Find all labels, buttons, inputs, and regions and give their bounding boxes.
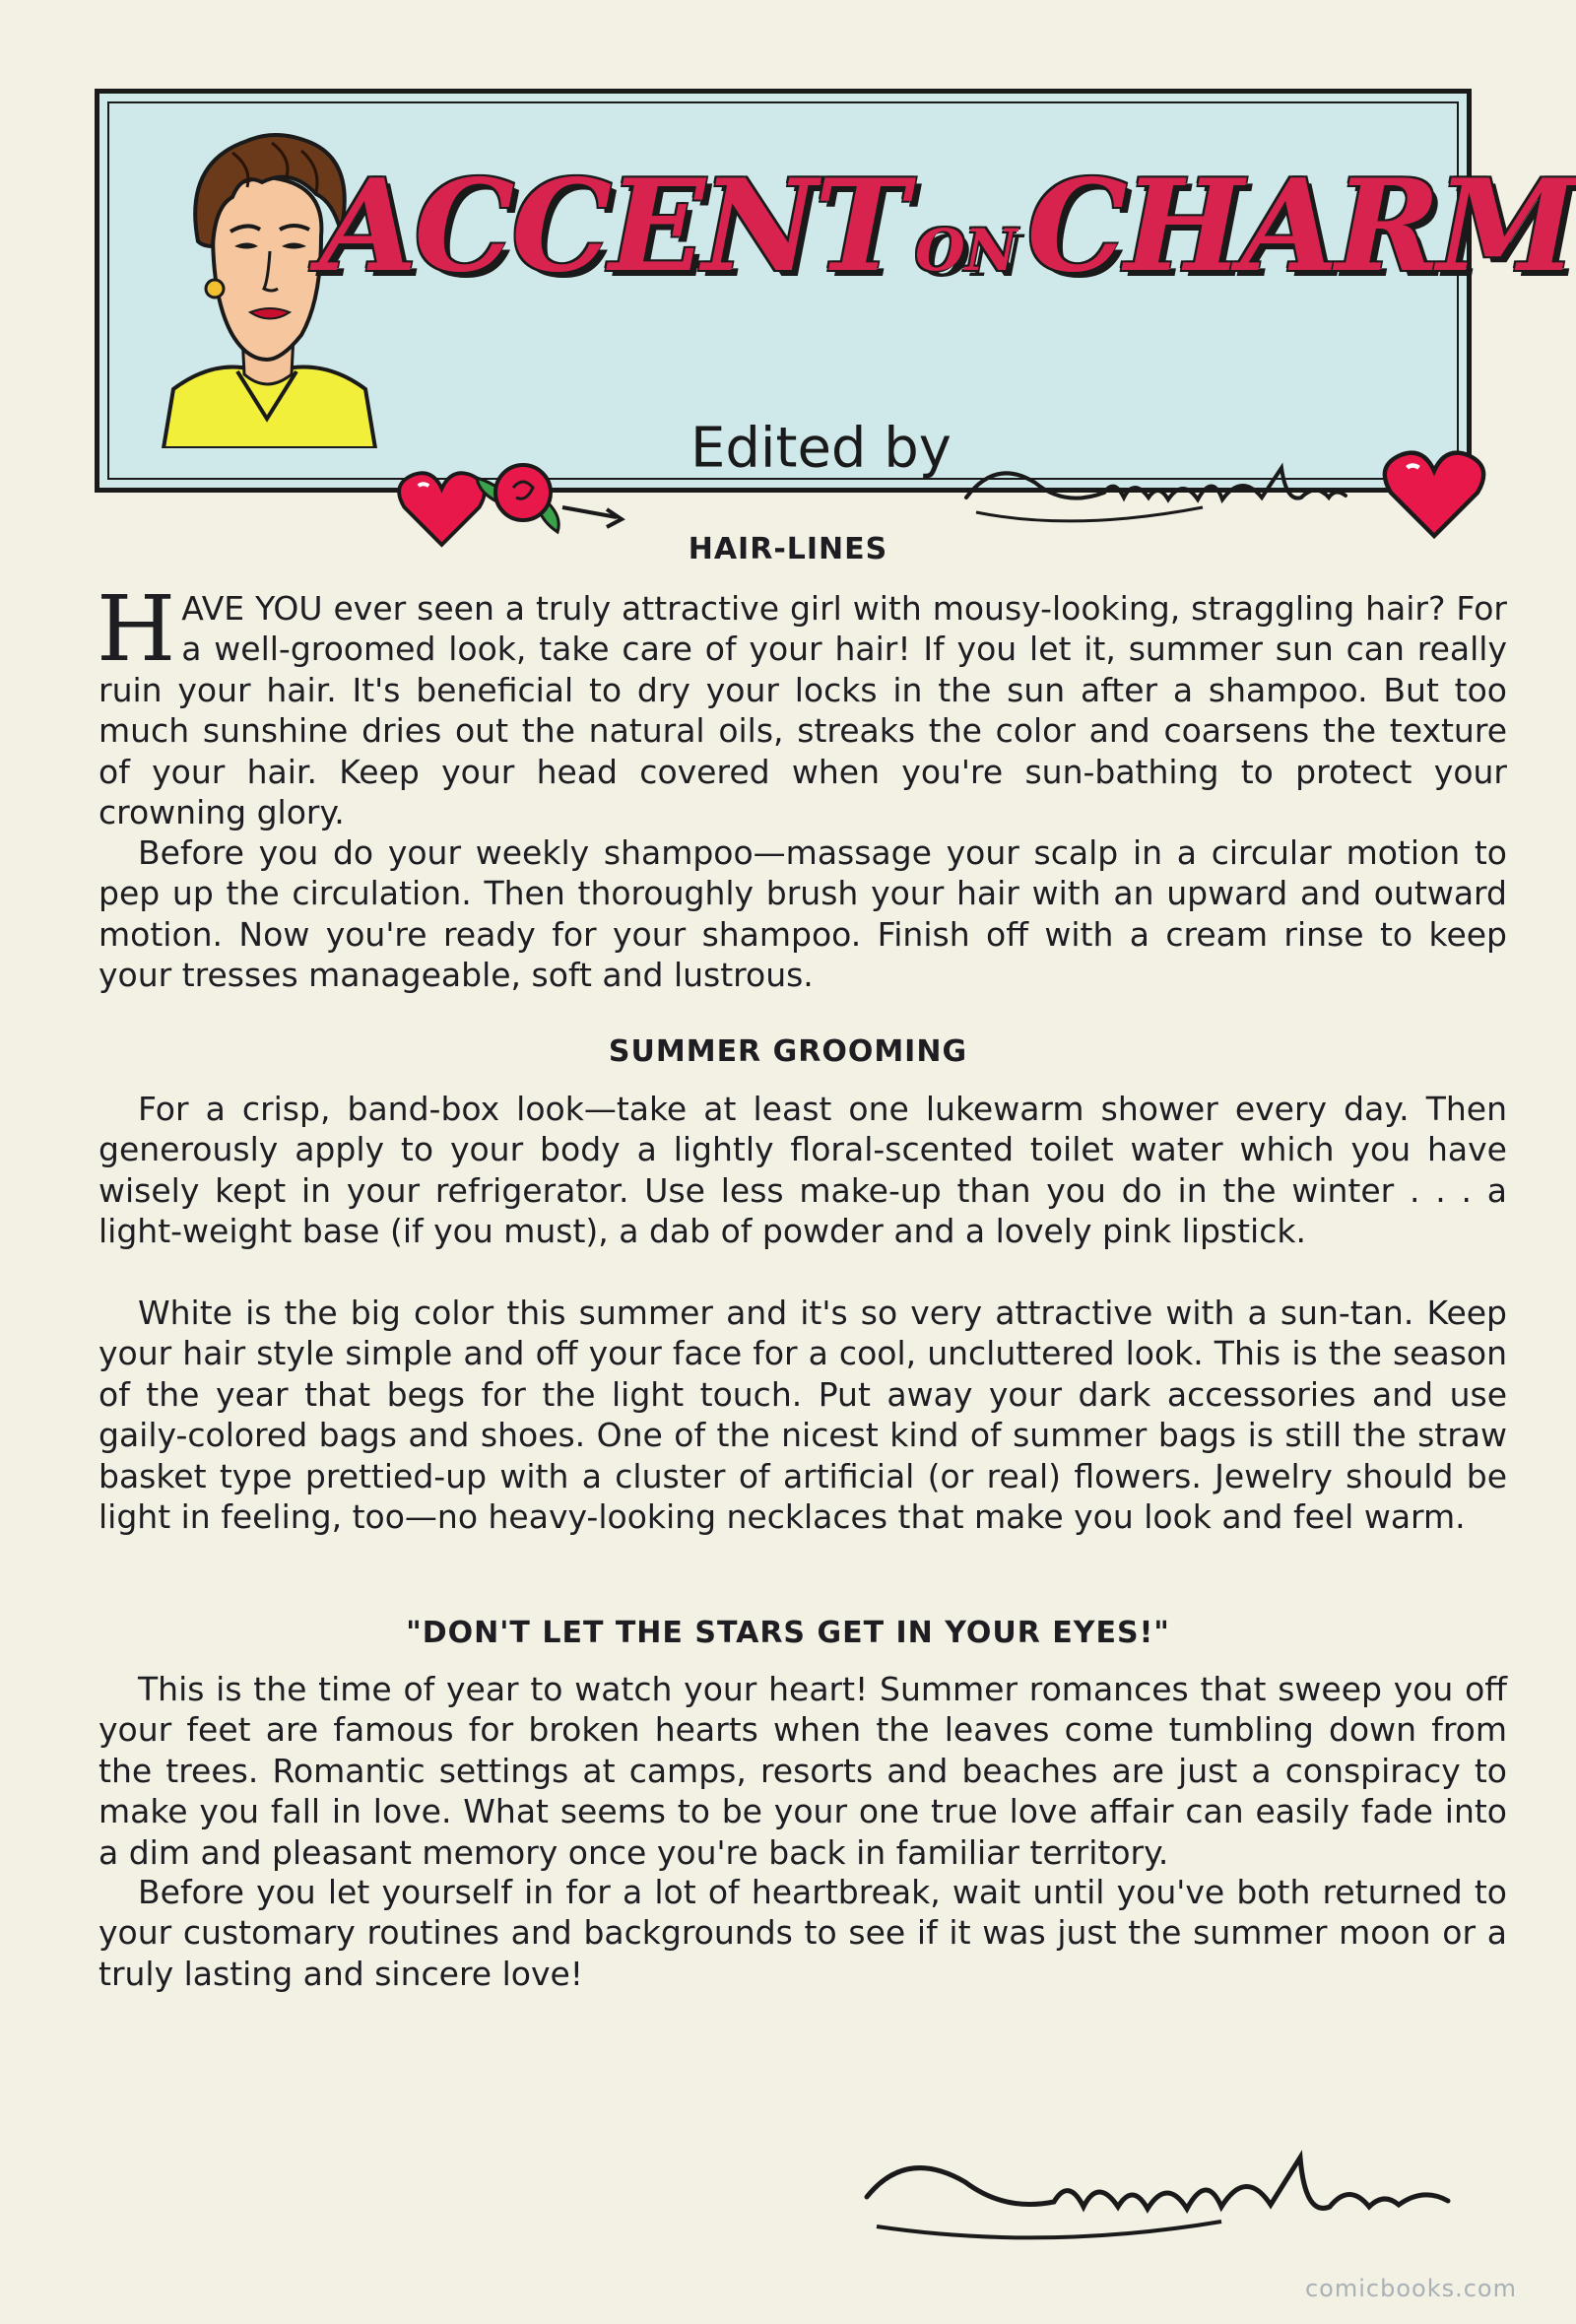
- paragraph-summer-grooming-1: For a crisp, band-box look—take at least one lukewarm shower every day. Then generously apply to your body a lightly floral-scented toilet water which you have wisely kept in your refrigerator. Use less make-up than you do in the winter . . . a light-weight base (if you must), a dab of powder and a lovely pink lipstick.: [98, 1090, 1507, 1251]
- section-heading-summer-grooming: SUMMER GROOMING: [608, 1034, 968, 1069]
- paragraph-summer-grooming-2: White is the big color this summer and it's so very attractive with a sun-tan. Keep your hair style simple and off your face for a cool, uncluttered look. This is the season of the year that begs for the light touch. Put away your dark accessories and use gaily-colored bags and shoes. One of the nicest kind of summer bags is still the straw basket type prettied-up with a cluster of artificial (or real) flowers. Jewelry should be light in feeling, too—no heavy-looking necklaces that make you look and feel warm.: [98, 1294, 1507, 1537]
- paragraph-hair-lines-1: [97, 576, 1507, 832]
- header-banner: [95, 89, 1574, 493]
- paragraph-text: ever seen a truly attractive girl with mousy-looking, straggling hair? For a well-groomed look, take care of your hair! If you let it, summer sun can really ruin your hair. It's beneficial to dry your locks in the sun after a shampoo. But too much sunshine dries out the natural oils, streaks the color and coarsens the texture of your hair. Keep your head covered when you're sun-bathing to protect your crowning glory.: [98, 589, 1507, 832]
- heart-icon: [1380, 443, 1488, 542]
- edited-by-label: Edited by: [690, 416, 952, 481]
- rose-icon: [469, 448, 636, 542]
- section-heading-stars: "DON'T LET THE STARS GET IN YOUR EYES!": [406, 1616, 1170, 1650]
- banner-title: [319, 153, 1574, 320]
- title-on: ON: [915, 217, 1018, 284]
- paragraph-lead: AVE YOU: [181, 589, 323, 628]
- title-charm: CHARM: [1026, 153, 1574, 300]
- footer-signature: [847, 2128, 1497, 2266]
- section-heading-hair-lines: HAIR-LINES: [688, 532, 888, 566]
- editor-signature: [956, 438, 1370, 537]
- paragraph-hair-lines-2: Before you do your weekly shampoo—massage your scalp in a circular motion to pep up the circulation. Then thoroughly brush your hair with an upward and outward motion. Now you're ready for your shampoo. Finish off with a cream rinse to keep your tresses manageable, soft and lustrous.: [98, 833, 1507, 995]
- paragraph-stars-1: This is the time of year to watch your heart! Summer romances that sweep you off your feet are famous for broken hearts when the leaves come tumbling down from the trees. Romantic settings at camps, resorts and beaches are just a conspiracy to make you fall in love. What seems to be your one true love affair can easily fade into a dim and pleasant memory once you're back in familiar territory.: [98, 1670, 1507, 1872]
- title-accent: ACCENT: [319, 153, 906, 300]
- drop-cap: H: [97, 576, 176, 682]
- paragraph-stars-2: Before you let yourself in for a lot of heartbreak, wait until you've both returned to your customary routines and backgrounds to see if it was just the summer moon or a truly lasting and sincere love!: [98, 1873, 1507, 1993]
- watermark: comicbooks.com: [1304, 2275, 1517, 2302]
